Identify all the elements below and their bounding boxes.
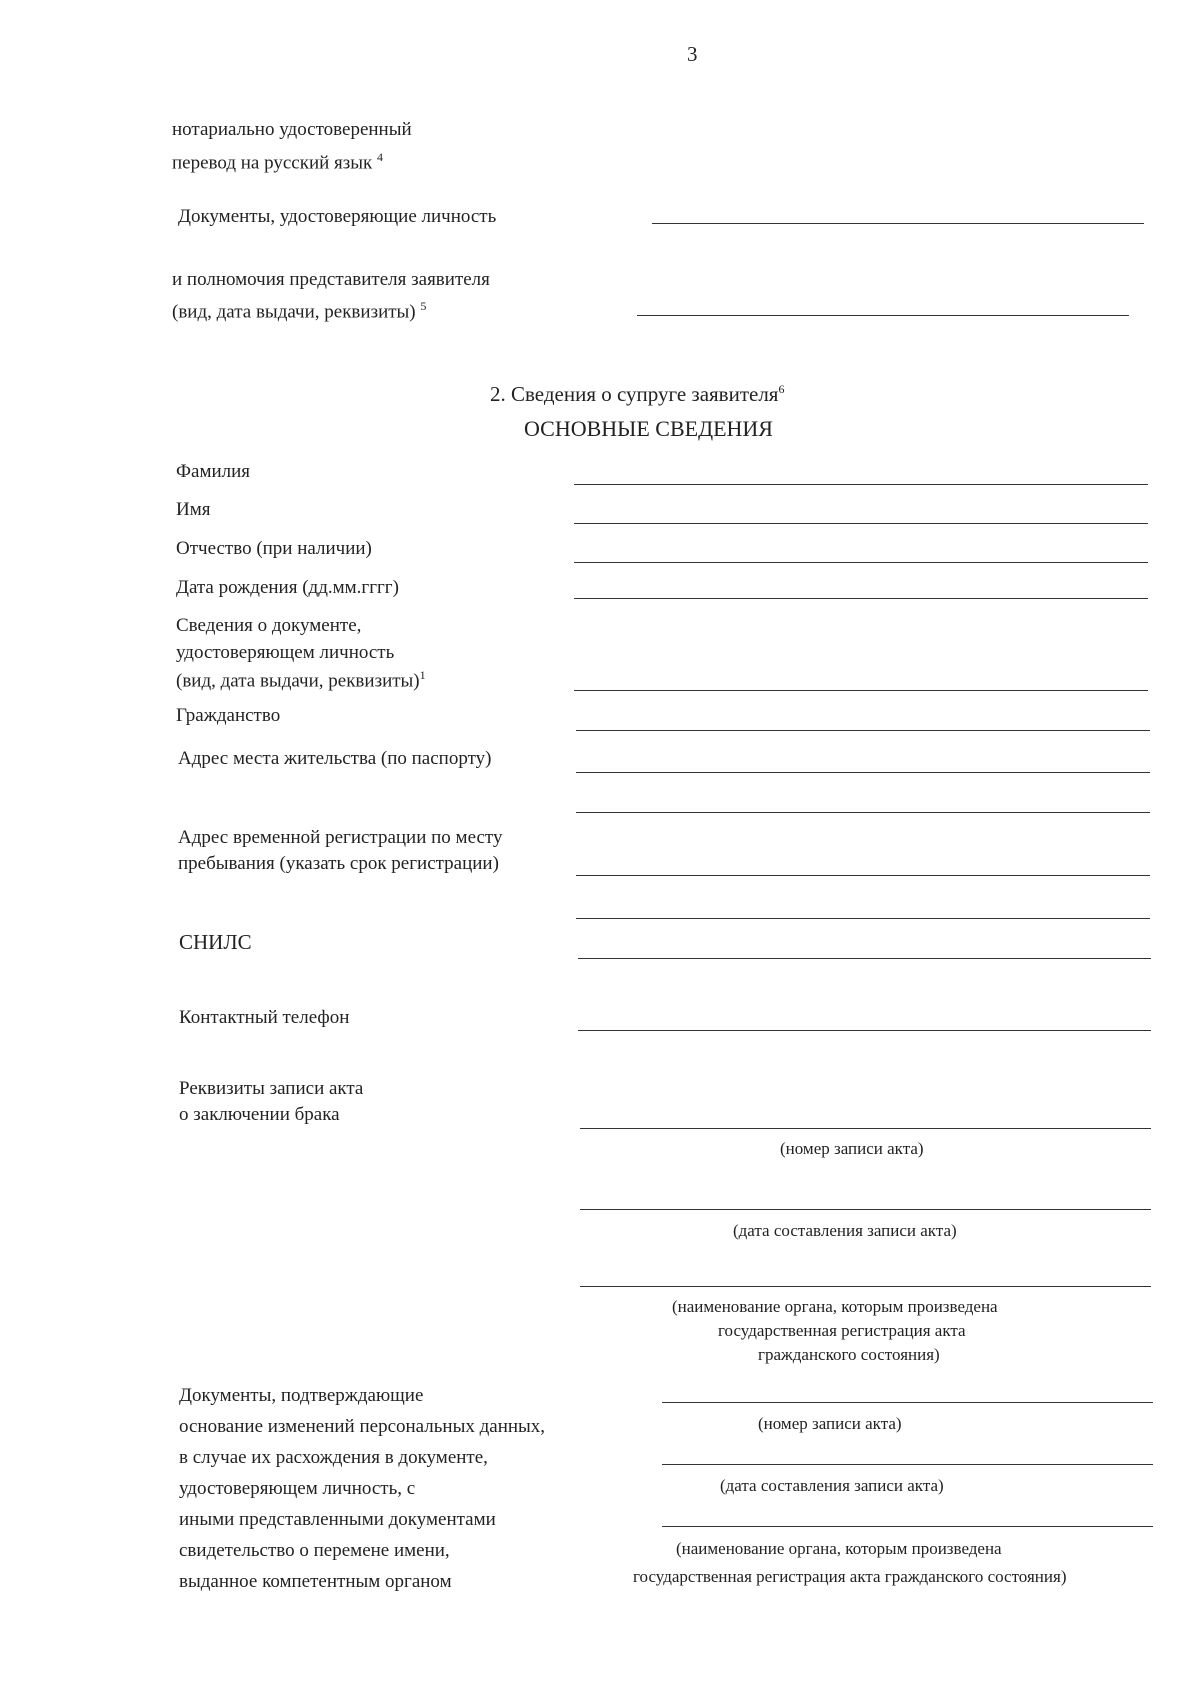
temp-reg-field-line-1[interactable] [576, 875, 1150, 876]
change-docs-label-line3: в случае их расхождения в документе, [179, 1447, 488, 1468]
page-number: 3 [687, 42, 698, 66]
temp-reg-label-line2: пребывания (указать срок регистрации) [178, 853, 499, 874]
id-doc-label-line2: удостоверяющем личность [176, 642, 395, 663]
change-authority-caption-line2: государственная регистрация акта гражданского состояния) [633, 1567, 1067, 1586]
name-label: Имя [176, 499, 211, 520]
change-docs-label-line4: удостоверяющем личность, с [179, 1478, 416, 1499]
marriage-date-caption: (дата составления записи акта) [733, 1221, 957, 1240]
marriage-number-caption: (номер записи акта) [780, 1139, 924, 1158]
change-docs-label-line7: выданное компетентным органом [179, 1571, 452, 1592]
patronymic-field-line[interactable] [574, 562, 1148, 563]
id-doc-label-line1: Сведения о документе, [176, 615, 362, 636]
residence-field-line-2[interactable] [576, 812, 1150, 813]
marriage-number-field-line[interactable] [580, 1128, 1151, 1129]
change-docs-label-line2: основание изменений персональных данных, [179, 1416, 546, 1437]
marriage-authority-field-line[interactable] [580, 1286, 1151, 1287]
phone-label: Контактный телефон [179, 1007, 350, 1028]
marriage-authority-caption-line1: (наименование органа, которым произведена [672, 1297, 998, 1316]
change-date-caption: (дата составления записи акта) [720, 1476, 944, 1495]
rep-docs-label-line2: и полномочия представителя заявителя [172, 269, 490, 290]
section-title [490, 382, 784, 407]
section-subtitle: ОСНОВНЫЕ СВЕДЕНИЯ [524, 416, 773, 441]
footnote-1: 1 [419, 668, 426, 682]
change-docs-label-line6: свидетельство о перемене имени, [179, 1540, 450, 1561]
name-field-line[interactable] [574, 523, 1148, 524]
id-doc-label-line3 [176, 667, 426, 694]
surname-field-line[interactable] [574, 484, 1148, 485]
phone-field-line[interactable] [578, 1030, 1151, 1031]
change-docs-label-line1: Документы, подтверждающие [179, 1385, 424, 1406]
temp-reg-label-line1: Адрес временной регистрации по месту [178, 827, 503, 848]
rep-docs-label-text: (вид, дата выдачи, реквизиты) [172, 301, 416, 323]
footnote-4: 4 [377, 150, 384, 164]
change-number-field-line[interactable] [662, 1402, 1153, 1403]
birth-date-label: Дата рождения (дд.мм.гггг) [176, 577, 399, 598]
change-authority-caption-line1: (наименование органа, которым произведена [676, 1539, 1002, 1558]
rep-docs-field-line-1[interactable] [652, 223, 1144, 224]
notary-label-line1: нотариально удостоверенный [172, 119, 412, 140]
marriage-authority-caption-line2: государственная регистрация акта [718, 1321, 966, 1340]
snils-field-line[interactable] [578, 958, 1151, 959]
birth-date-field-line[interactable] [574, 598, 1148, 599]
change-authority-field-line[interactable] [662, 1526, 1153, 1527]
snils-label: СНИЛС [179, 930, 252, 954]
section-title-text: 2. Сведения о супруге заявителя [490, 382, 779, 406]
surname-label: Фамилия [176, 461, 251, 482]
notary-label-line2 [172, 149, 383, 176]
rep-docs-label-line3 [172, 298, 426, 325]
change-date-field-line[interactable] [662, 1464, 1153, 1465]
marriage-label-line2: о заключении брака [179, 1104, 340, 1125]
change-number-caption: (номер записи акта) [758, 1414, 902, 1433]
marriage-date-field-line[interactable] [580, 1209, 1151, 1210]
residence-label: Адрес места жительства (по паспорту) [178, 748, 492, 769]
rep-docs-label-line1: Документы, удостоверяющие личность [178, 206, 497, 227]
notary-label-text: перевод на русский язык [172, 152, 373, 174]
citizenship-label: Гражданство [176, 705, 281, 726]
rep-docs-field-line-2[interactable] [637, 315, 1129, 316]
citizenship-field-line[interactable] [576, 730, 1150, 731]
id-doc-field-line[interactable] [574, 690, 1148, 691]
residence-field-line-1[interactable] [576, 772, 1150, 773]
change-docs-label-line5: иными представленными документами [179, 1509, 496, 1530]
footnote-6: 6 [778, 382, 785, 396]
marriage-label-line1: Реквизиты записи акта [179, 1078, 364, 1099]
id-doc-label-text: (вид, дата выдачи, реквизиты) [176, 670, 420, 692]
patronymic-label: Отчество (при наличии) [176, 538, 372, 559]
temp-reg-field-line-2[interactable] [576, 918, 1150, 919]
footnote-5: 5 [420, 299, 427, 313]
marriage-authority-caption-line3: гражданского состояния) [758, 1345, 940, 1364]
